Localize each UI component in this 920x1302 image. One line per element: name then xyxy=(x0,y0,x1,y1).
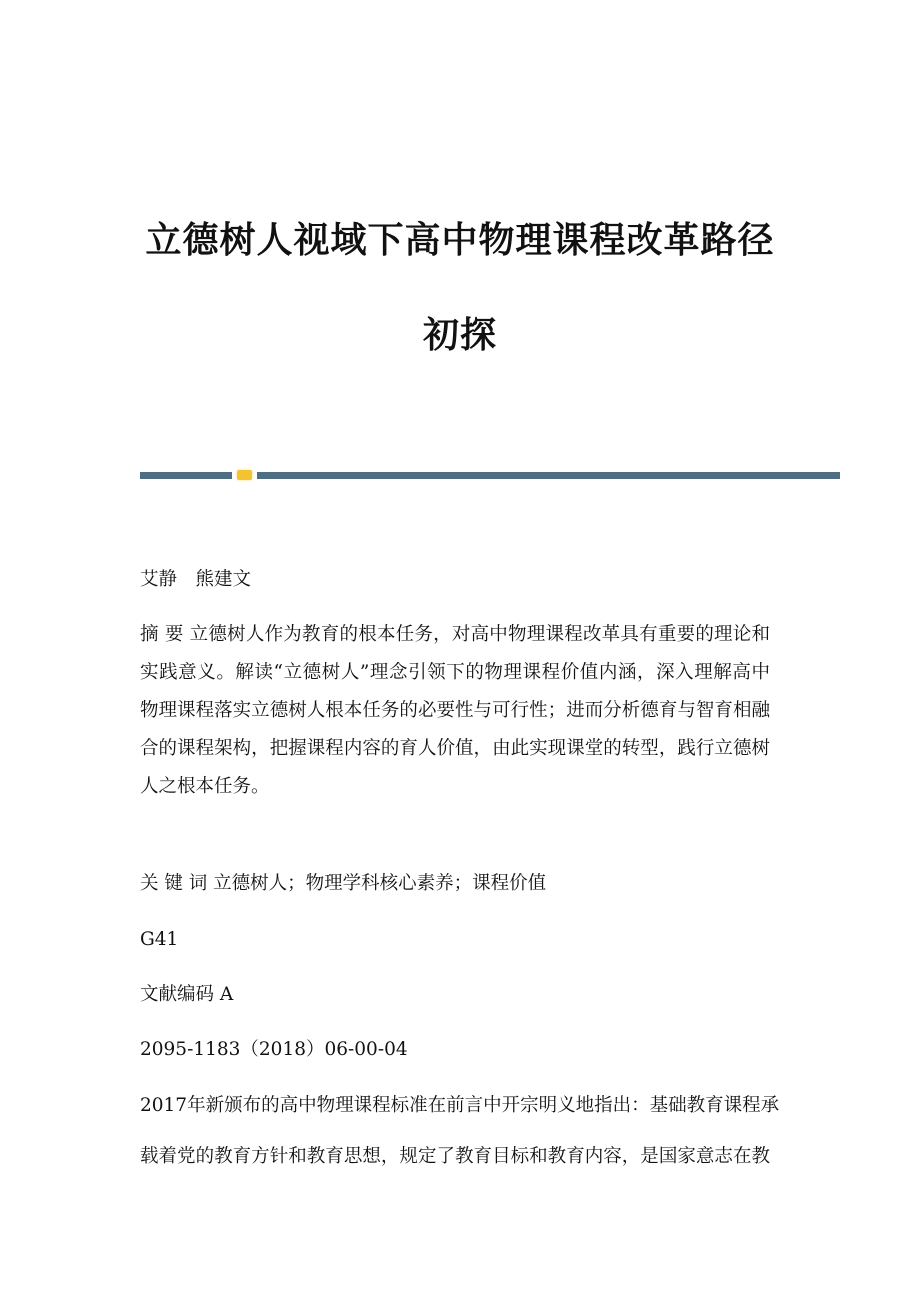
title-line-2: 初探 xyxy=(422,314,497,356)
envelope-icon xyxy=(237,470,252,480)
class-number: G41 xyxy=(140,929,179,950)
body-line: 载着党的教育方针和教育思想，规定了教育目标和教育内容，是国家意志在教 xyxy=(140,1146,770,1167)
abstract-line: 摘 要 立德树人作为教育的根本任务，对高中物理课程改革具有重要的理论和 xyxy=(140,624,770,645)
abstract-line: 实践意义。解读“立德树人”理念引领下的物理课程价值内涵，深入理解高中 xyxy=(140,662,770,683)
document-code: 文献编码 A xyxy=(140,984,234,1005)
abstract-line: 物理课程落实立德树人根本任务的必要性与可行性；进而分析德育与智育相融 xyxy=(140,700,770,721)
keywords: 关 键 词 立德树人；物理学科核心素养；课程价值 xyxy=(140,873,547,894)
article-number: 2095-1183（2018）06-00-04 xyxy=(140,1039,408,1060)
title-line-1: 立德树人视域下高中物理课程改革路径 xyxy=(145,219,775,261)
body-line: 2017年新颁布的高中物理课程标准在前言中开宗明义地指出：基础教育课程承 xyxy=(140,1095,780,1116)
abstract-line: 合的课程架构，把握课程内容的育人价值，由此实现课堂的转型，践行立德树 xyxy=(140,738,770,759)
divider-left xyxy=(140,472,232,479)
abstract-line: 人之根本任务。 xyxy=(140,776,270,797)
divider-right xyxy=(257,472,840,479)
authors: 艾静 熊建文 xyxy=(140,569,252,590)
